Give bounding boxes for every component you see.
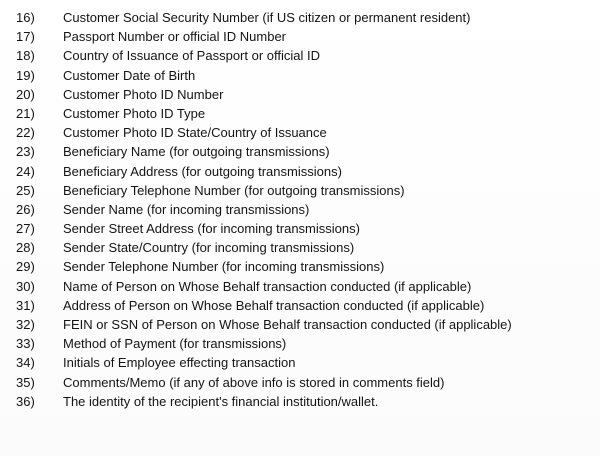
item-text: Beneficiary Telephone Number (for outgoing transmissions) [63,182,405,198]
item-text: Country of Issuance of Passport or official ID [63,48,320,64]
item-text: Sender Street Address (for incoming transmissions) [63,221,360,237]
item-number: 30) [16,278,35,294]
list-item [16,123,512,142]
item-number: 35) [16,374,35,390]
item-number: 27) [16,221,35,237]
list-item [16,257,512,276]
item-number: 18) [16,48,35,64]
list-item [16,46,512,65]
numbered-list [16,8,512,411]
item-number: 16) [16,10,35,25]
list-item [16,219,512,238]
item-text: Name of Person on Whose Behalf transaction conducted (if applicable) [63,278,472,294]
list-item [16,8,512,27]
list-item [16,334,512,353]
item-text: Address of Person on Whose Behalf transaction conducted (if applicable) [63,297,485,313]
item-text: Sender Name (for incoming transmissions) [63,201,310,217]
item-number: 26) [16,201,35,217]
list-item [16,353,512,372]
item-text: Customer Social Security Number (if US citizen or permanent resident) [63,10,471,25]
item-number: 19) [16,67,35,83]
list-item [16,277,512,296]
list-item [16,296,512,315]
list-item [16,373,512,392]
list-item [16,142,512,161]
item-number: 33) [16,336,35,352]
list-item [16,162,512,181]
item-number: 20) [16,86,35,102]
item-text: FEIN or SSN of Person on Whose Behalf transaction conducted (if applicable) [63,317,512,332]
item-number: 21) [16,105,35,121]
item-text: Customer Photo ID State/Country of Issuance [63,125,327,141]
item-text: Customer Date of Birth [63,67,196,83]
list-item [16,104,512,123]
item-number: 31) [16,297,35,313]
list-item [16,392,512,411]
item-number: 23) [16,144,35,160]
item-text: Customer Photo ID Type [63,105,206,121]
item-number: 25) [16,182,35,198]
item-number: 24) [16,163,35,179]
item-text: The identity of the recipient's financial institution/wallet. [63,393,379,409]
item-number: 28) [16,240,35,256]
list-item [16,66,512,85]
item-text: Method of Payment (for transmissions) [63,336,287,352]
list-item [16,200,512,219]
item-text: Sender State/Country (for incoming transmissions) [63,240,355,256]
item-text: Beneficiary Name (for outgoing transmissions) [63,144,330,160]
item-number: 29) [16,259,35,275]
item-text: Beneficiary Address (for outgoing transmissions) [63,163,342,179]
list-item [16,315,512,334]
item-number: 22) [16,125,35,141]
item-text: Customer Photo ID Number [63,86,224,102]
list-item [16,85,512,104]
item-text: Initials of Employee effecting transaction [63,355,296,371]
item-number: 36) [16,393,35,409]
item-text: Sender Telephone Number (for incoming transmissions) [63,259,385,275]
item-text: Comments/Memo (if any of above info is stored in comments field) [63,374,445,390]
list-item [16,27,512,46]
list-item [16,238,512,257]
item-number: 17) [16,29,35,45]
list-item [16,181,512,200]
item-number: 34) [16,355,35,371]
item-text: Passport Number or official ID Number [63,29,287,45]
item-number: 32) [16,317,35,332]
